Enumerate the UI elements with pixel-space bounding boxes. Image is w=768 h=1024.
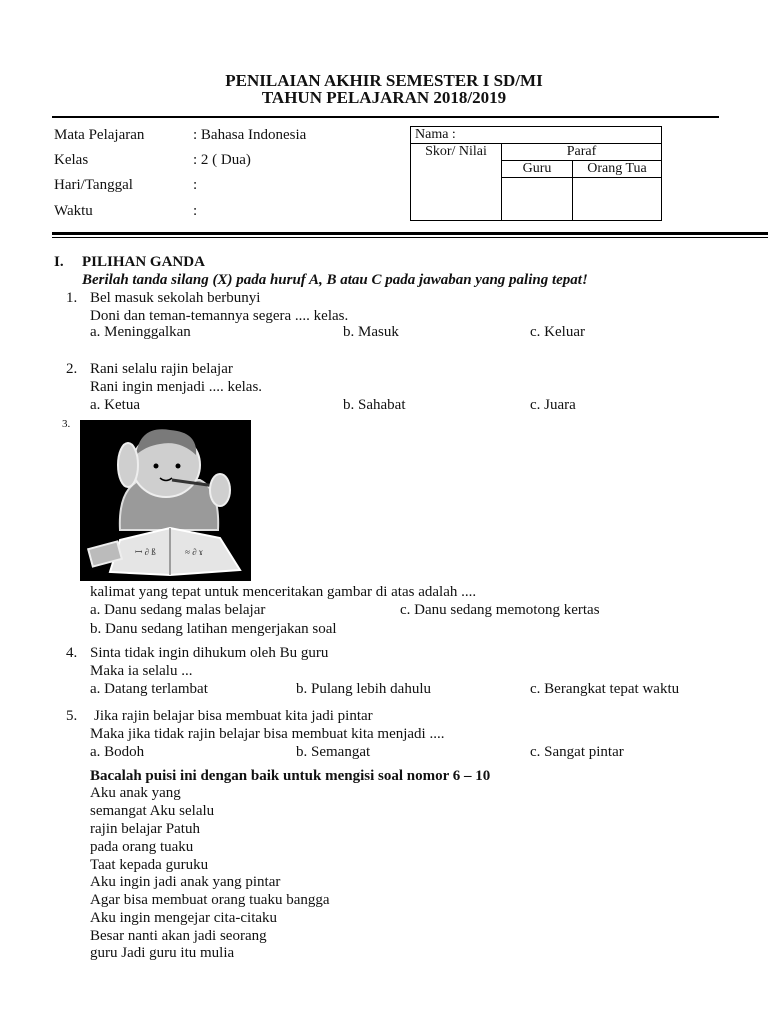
question-number: 2. (66, 361, 78, 377)
svg-text:≈ ∂ ɤ: ≈ ∂ ɤ (185, 547, 203, 557)
option-c[interactable]: c. Danu sedang memotong kertas (400, 602, 600, 618)
option-b[interactable]: b. Danu sedang latihan mengerjakan soal (90, 621, 337, 637)
poem-line: Besar nanti akan jadi seorang (90, 928, 267, 944)
question-text: Jika rajin belajar bisa membuat kita jadi pintar (94, 708, 373, 724)
header-rule (52, 116, 719, 118)
option-a[interactable]: a. Datang terlambat (90, 681, 208, 697)
score-box (410, 126, 662, 221)
option-a[interactable]: a. Meninggalkan (90, 324, 191, 340)
question-text: Maka jika tidak rajin belajar bisa membuat kita menjadi .... (90, 726, 445, 742)
divider-thin (52, 237, 768, 238)
question-number: 3. (62, 418, 71, 430)
page-subtitle: TAHUN PELAJARAN 2018/2019 (261, 88, 507, 107)
poem-line: semangat Aku selalu (90, 803, 215, 819)
info-value: : Bahasa Indonesia (193, 127, 307, 143)
question-number: 1. (66, 290, 78, 306)
score-label: Skor/ Nilai (425, 144, 487, 159)
option-b[interactable]: b. Sahabat (343, 397, 406, 413)
poem-line: pada orang tuaku (90, 839, 194, 855)
poem-instruction: Bacalah puisi ini dengan baik untuk mengisi soal nomor 6 – 10 (90, 768, 491, 784)
poem-line: Agar bisa membuat orang tuaku bangga (90, 892, 330, 908)
question-number: 5. (66, 708, 78, 724)
parent-signature-field[interactable] (573, 178, 662, 221)
question-text: Maka ia selalu ... (90, 663, 193, 679)
option-c[interactable]: c. Keluar (530, 324, 585, 340)
option-c[interactable]: c. Sangat pintar (530, 744, 624, 760)
info-value: : (193, 177, 198, 193)
question-text: Bel masuk sekolah berbunyi (90, 290, 261, 306)
question-number: 4. (66, 645, 78, 661)
question-text: kalimat yang tepat untuk menceritakan gambar di atas adalah .... (90, 584, 477, 600)
info-label: Kelas (54, 152, 89, 168)
option-a[interactable]: a. Danu sedang malas belajar (90, 602, 266, 618)
info-label: Mata Pelajaran (54, 127, 145, 143)
page-title: PENILAIAN AKHIR SEMESTER I SD/MI (225, 71, 543, 90)
boy-studying-illustration (80, 420, 251, 581)
paraf-label: Paraf (502, 144, 662, 161)
guru-label: Guru (502, 161, 573, 178)
section-number: I. (54, 254, 64, 270)
section-title: PILIHAN GANDA (82, 254, 205, 270)
option-c[interactable]: c. Juara (530, 397, 576, 413)
guru-signature-field[interactable] (502, 178, 573, 221)
info-value: : 2 ( Dua) (193, 152, 251, 168)
option-a[interactable]: a. Ketua (90, 397, 140, 413)
option-b[interactable]: b. Pulang lebih dahulu (296, 681, 431, 697)
info-value: : (193, 203, 198, 219)
question-text: Sinta tidak ingin dihukum oleh Bu guru (90, 645, 329, 661)
name-field[interactable]: Nama : (411, 127, 662, 144)
option-b[interactable]: b. Masuk (343, 324, 399, 340)
option-a[interactable]: a. Bodoh (90, 744, 145, 760)
divider-thick (52, 232, 768, 235)
poem-line: Aku ingin mengejar cita-citaku (90, 910, 278, 926)
poem-line: Aku anak yang (90, 785, 181, 801)
option-c[interactable]: c. Berangkat tepat waktu (530, 681, 680, 697)
poem-line: rajin belajar Patuh (90, 821, 200, 837)
score-field[interactable] (411, 144, 502, 221)
question-text: Rani ingin menjadi .... kelas. (90, 379, 263, 395)
parent-label: Orang Tua (573, 161, 662, 178)
info-label: Hari/Tanggal (54, 177, 133, 193)
svg-text:ꟷ ∂ ß: ꟷ ∂ ß (135, 547, 156, 557)
poem-line: Aku ingin jadi anak yang pintar (90, 874, 281, 890)
section-instruction: Berilah tanda silang (X) pada huruf A, B atau C pada jawaban yang paling tepat! (82, 272, 588, 288)
question-text: Rani selalu rajin belajar (90, 361, 233, 377)
poem-line: guru Jadi guru itu mulia (90, 945, 235, 961)
poem-line: Taat kepada guruku (90, 857, 209, 873)
question-text: Doni dan teman-temannya segera .... kelas. (90, 308, 349, 324)
option-b[interactable]: b. Semangat (296, 744, 371, 760)
info-label: Waktu (54, 203, 93, 219)
